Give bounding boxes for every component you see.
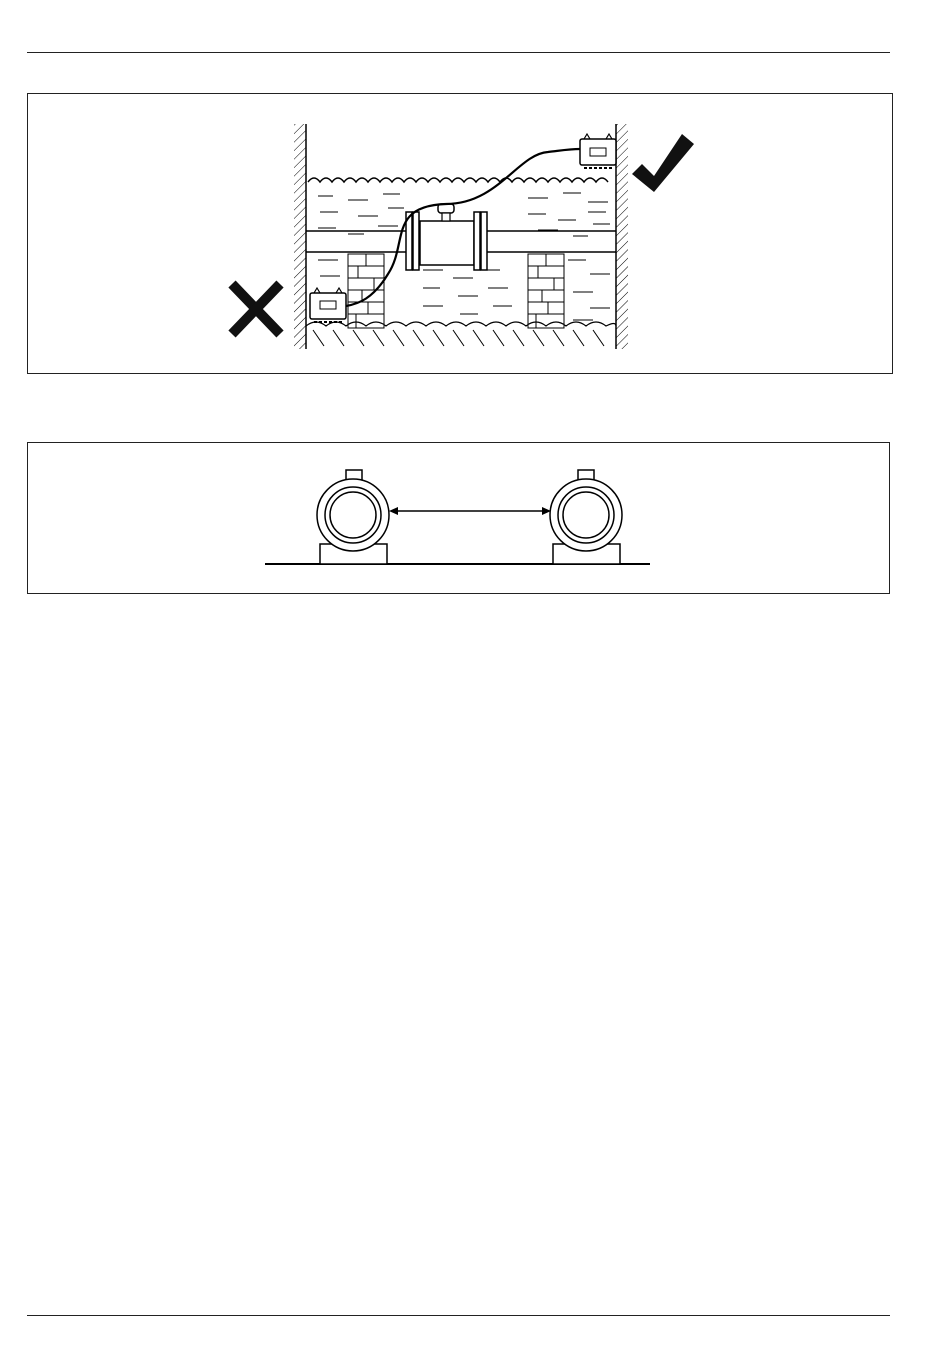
right-brick-support [528, 254, 564, 328]
sensor-spacing-illustration [28, 443, 891, 595]
double-arrow-icon [389, 507, 551, 515]
signal-cable [446, 149, 580, 204]
installation-pit-illustration [28, 94, 894, 375]
figure-installation-pit [27, 93, 893, 374]
flowmeter-sensor [406, 204, 487, 270]
sensor-right [550, 470, 622, 564]
water-surface [308, 178, 608, 182]
transmitter-incorrect [310, 288, 346, 322]
header-rule [27, 52, 890, 53]
pit-right-wall [616, 124, 628, 349]
sensor-left [317, 470, 389, 564]
cross-icon [232, 284, 280, 334]
footer-rule [27, 1315, 890, 1316]
checkmark-icon [632, 134, 694, 192]
left-brick-support [348, 254, 384, 328]
figure-sensor-spacing [27, 442, 890, 594]
pit-left-wall [294, 124, 306, 349]
transmitter-correct [580, 134, 616, 168]
